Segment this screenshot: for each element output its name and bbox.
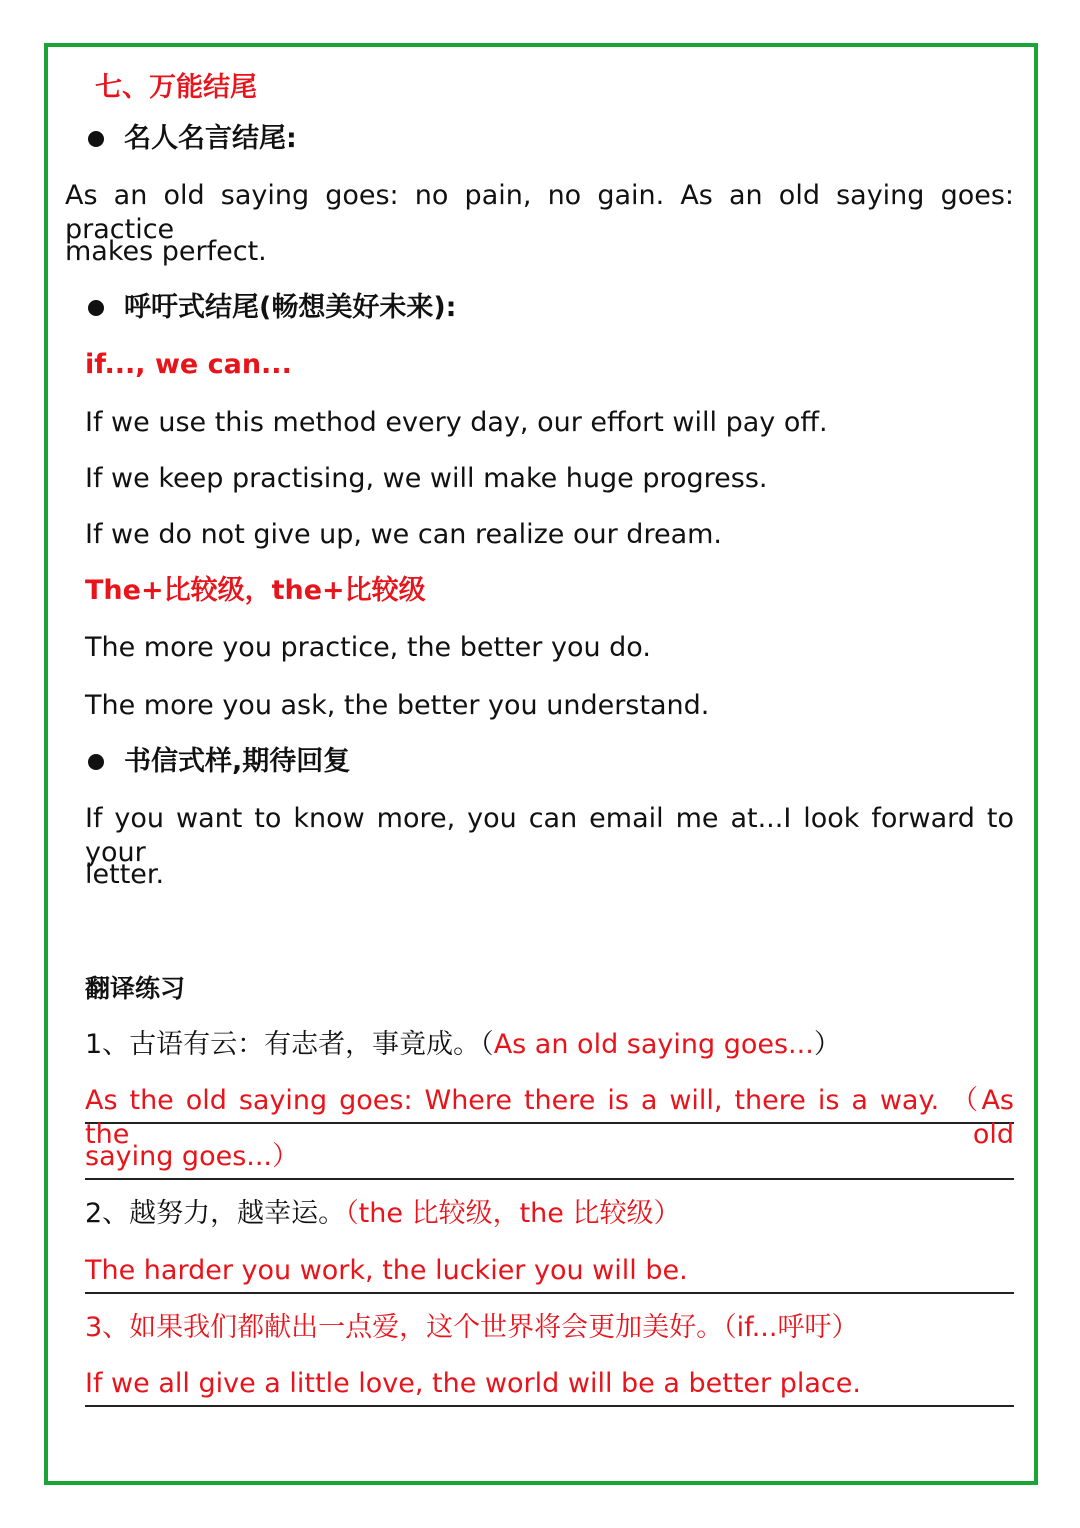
call-ending-heading: 呼吁式结尾(畅想美好未来): <box>124 292 457 323</box>
pattern-comparative: The+比较级，the+比较级 <box>85 575 426 606</box>
bullet-dot <box>88 754 104 770</box>
question-3: 3、如果我们都献出一点爱，这个世界将会更加美好。（if...呼吁） <box>85 1312 859 1343</box>
example-line: If we do not give up, we can realize our dream. <box>85 519 722 550</box>
question-1-text: 1、古语有云：有志者，事竟成。（ <box>85 1029 494 1060</box>
answer-1-line-1: As the old saying goes: Where there is a will, there is a way. （As the old <box>85 1085 1014 1150</box>
famous-quote-heading: 名人名言结尾: <box>124 123 297 154</box>
answer-2: The harder you work, the luckier you will be. <box>85 1254 1014 1294</box>
translation-heading: 翻译练习 <box>85 974 186 1003</box>
bullet-dot <box>88 131 104 147</box>
letter-ending-line-2: letter. <box>85 859 165 890</box>
famous-quote-line-1: As an old saying goes: no pain, no gain. As an old saying goes: practice <box>65 180 1014 245</box>
section-title: 七、万能结尾 <box>95 72 257 103</box>
question-2-hint: （the 比较级，the 比较级） <box>345 1198 681 1229</box>
answer-1-line-2: saying goes...） <box>85 1140 1014 1180</box>
example-line: The more you practice, the better you do. <box>85 632 651 663</box>
letter-ending-line-1: If you want to know more, you can email me at...I look forward to your <box>85 803 1014 868</box>
bullet-dot <box>88 300 104 316</box>
question-1 <box>85 1028 841 1062</box>
question-1-close: ） <box>813 1029 841 1060</box>
example-line: The more you ask, the better you understand. <box>85 690 710 721</box>
question-1-hint: As an old saying goes... <box>493 1029 814 1060</box>
answer-3: If we all give a little love, the world will be a better place. <box>85 1367 1014 1407</box>
example-line: If we keep practising, we will make huge progress. <box>85 463 768 494</box>
question-2 <box>85 1197 680 1231</box>
letter-ending-heading: 书信式样,期待回复 <box>124 746 351 777</box>
question-2-text: 2、越努力，越幸运。 <box>85 1198 346 1229</box>
pattern-if-we-can: if..., we can... <box>85 349 292 380</box>
famous-quote-line-2: makes perfect. <box>65 236 267 267</box>
example-line: If we use this method every day, our effort will pay off. <box>85 407 828 438</box>
